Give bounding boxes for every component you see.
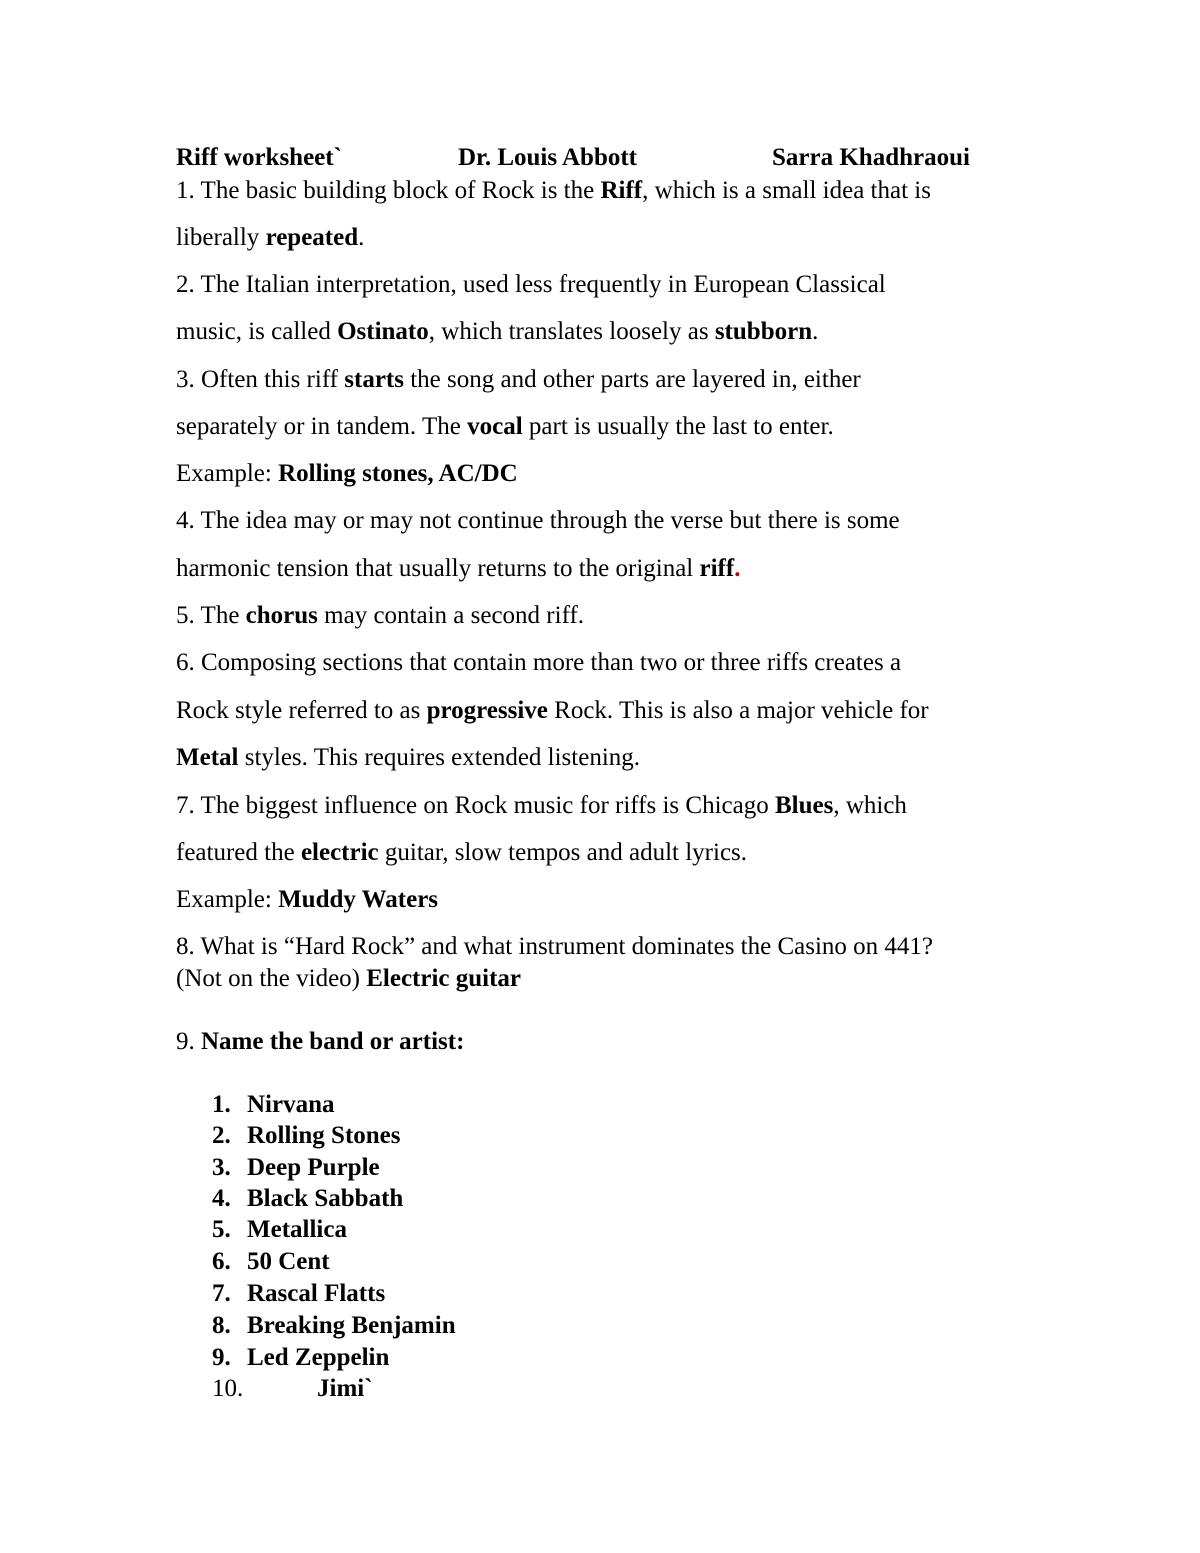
teacher-name: Dr. Louis Abbott [458,144,637,171]
question-6-line-3: Metal styles. This requires extended listening. [176,744,641,771]
question-2-line-2: music, is called Ostinato, which translates loosely as stubborn. [176,318,819,345]
question-8-line-2: (Not on the video) Electric guitar [176,965,522,992]
question-3-line-2: separately or in tandem. The vocal part is usually the last to enter. [176,413,834,440]
question-2-line-1: 2. The Italian interpretation, used less frequently in European Classical [176,271,886,298]
student-name: Sarra Khadhraoui [772,144,970,171]
question-5: 5. The chorus may contain a second riff. [176,602,585,629]
question-4-line-1: 4. The idea may or may not continue through the verse but there is some [176,507,900,534]
question-6-line-2: Rock style referred to as progressive Rock. This is also a major vehicle for [176,697,929,724]
question-6-line-1: 6. Composing sections that contain more than two or three riffs creates a [176,649,902,676]
question-8-line-1: 8. What is “Hard Rock” and what instrument dominates the Casino on 441? [176,933,934,960]
worksheet-title: Riff worksheet` [176,144,342,171]
question-7-example: Example: Muddy Waters [176,886,439,913]
question-1-line-1: 1. The basic building block of Rock is the Riff, which is a small idea that is [176,177,931,204]
question-1-line-2: liberally repeated. [176,224,365,251]
question-9: 9. Name the band or artist: [176,1028,465,1055]
question-3-line-1: 3. Often this riff starts the song and other parts are layered in, either [176,366,861,393]
question-7-line-1: 7. The biggest influence on Rock music for riffs is Chicago Blues, which [176,792,907,819]
question-3-example: Example: Rolling stones, AC/DC [176,460,518,487]
question-7-line-2: featured the electric guitar, slow tempos and adult lyrics. [176,839,748,866]
worksheet-page: Riff worksheet` Dr. Louis Abbott Sarra Khadhraoui 1. The basic building block of Rock is the Riff, which is a small idea that is liberally repeated. 2. The Italian interpretation, used less frequently in European Classical music, is called Ostinato, which translates loosely as stubborn. 3. Often this riff starts the song and other parts are layered in, either separately or in tandem. The vocal part is usually the last to enter. Example: Rolling stones, AC/DC 4. The idea may or may not continue through the verse but there is some harmonic tension that usually returns to the original riff. 5. The chorus may contain a second riff. 6. Composing sections that contain more than two or three riffs creates a Rock style referred to as progressive Rock. This is also a major vehicle for Metal styles. This requires extended listening. 7. The biggest influence on Rock music for riffs is Chicago Blues, which featured the electric guitar, slow tempos and adult lyrics. Example: Muddy Waters 8. What is “Hard Rock” and what instrument dominates the Casino on 441? (Not on the video) Electric guitar 9. Name the band or artist: 1. Nirvana 2. Rolling Stones 3. Deep Purple 4. Black Sabbath 5. Metallica 6. 50 Cent 7. Rascal Flatts 8. Breaking Benjamin 9. Led Zeppelin 10. Jimi` [176,144,970,1402]
question-4-line-2: harmonic tension that usually returns to the original riff. [176,555,741,582]
